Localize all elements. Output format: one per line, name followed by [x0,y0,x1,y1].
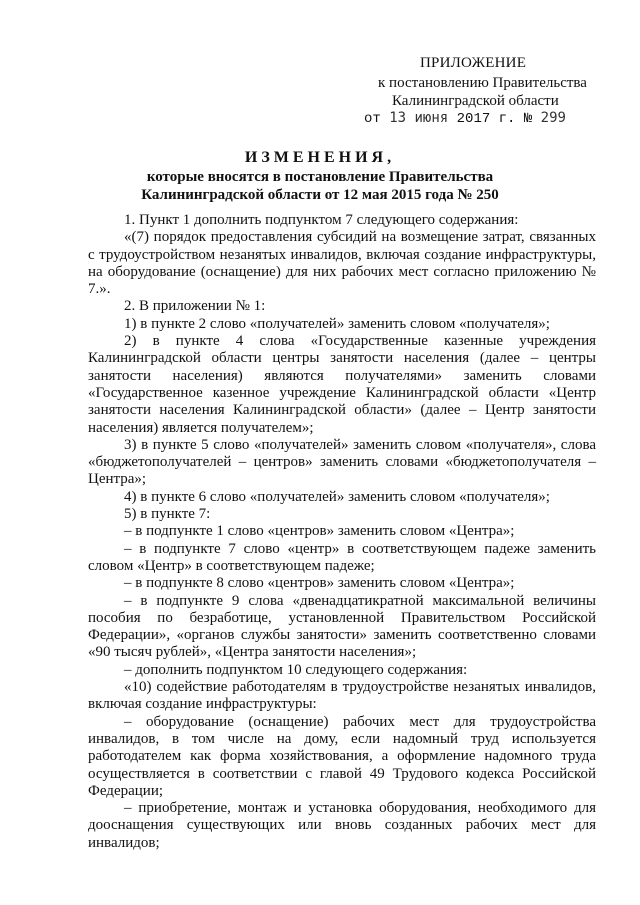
document-subtitle-line2: Калининградской области от 12 мая 2015 года № 250 [141,187,499,203]
appendix-reference-line1: к постановлению Правительства [378,75,587,91]
document-subtitle-line1: которые вносятся в постановление Правительства [146,169,494,185]
paragraph: 1) в пункте 2 слово «получателей» заменить словом «получателя»; [124,315,550,332]
appendix-title: ПРИЛОЖЕНИЕ [420,55,527,71]
paragraph: 5) в пункте 7: [124,506,211,523]
paragraph: – в подпункте 7 слово «центр» в соответствующем падеже заменить словом «Центр» в соответствующем падеже; [88,540,596,574]
document-number: 299 [540,110,566,126]
paragraph: 2. В приложении № 1: [124,298,266,315]
paragraph: «(7) порядок предоставления субсидий на возмещение затрат, связанных с трудоустройством незанятых инвалидов, включая создание инфраструктуры, на оборудование (оснащение) для них рабочих мест согласно приложению № 7.». [88,229,596,298]
date-year: 2017 г. № [456,111,533,127]
paragraph: 4) в пункте 6 слово «получателей» заменить словом «получателя»; [124,488,550,505]
document-body [88,212,596,852]
paragraph: 1. Пункт 1 дополнить подпунктом 7 следующего содержания: [124,212,519,228]
paragraph: – в подпункте 1 слово «центров» заменить словом «Центра»; [124,523,515,540]
paragraph: «10) содействие работодателям в трудоустройстве незанятых инвалидов, включая создание инфраструктуры: [88,679,596,713]
document-title: ИЗМЕНЕНИЯ, [244,149,396,166]
paragraph: – приобретение, монтаж и установка оборудования, необходимого для дооснащения существующих или вновь созданных рабочих мест для инвалидов; [88,800,596,851]
paragraph: – дополнить подпунктом 10 следующего содержания: [124,661,468,678]
paragraph: – оборудование (оснащение) рабочих мест для трудоустройства инвалидов, в том числе на дому, если надомный труд используется работодателем как форма хозяйствования, а оформление надомного труда осуществляется в соответствии с главой 49 Трудового кодекса Российской Федерации; [88,713,596,799]
paragraph: – в подпункте 9 слова «двенадцатикратной максимальной величины пособия по безработице, установленной Правительством Российской Федерации», «органов службы занятости» заменить соответственно словами «90 тысяч рублей», «Центра занятости населения»; [88,592,596,661]
date-handwritten: 13 июня [389,110,449,126]
paragraph: – в подпункте 8 слово «центров» заменить словом «Центра»; [124,575,515,592]
appendix-date-line [364,109,566,128]
document-title-block [0,148,640,204]
date-prefix: от [364,111,381,127]
appendix-reference-line2: Калининградской области [392,93,559,109]
paragraph: 3) в пункте 5 слово «получателей» заменить словом «получателя», слова «бюджетополучателей – центров» заменить словами «бюджетополучателя – Центра»; [88,436,596,488]
paragraph: 2) в пункте 4 слова «Государственные казенные учреждения Калининградской области центры занятости населения (далее – центры занятости населения) являются получателями» заменить словами «Государственное казенное учреждение Калининградской области «Центр занятости населения Калининградской области» (далее – Центр занятости населения) является получателем»; [88,333,596,436]
